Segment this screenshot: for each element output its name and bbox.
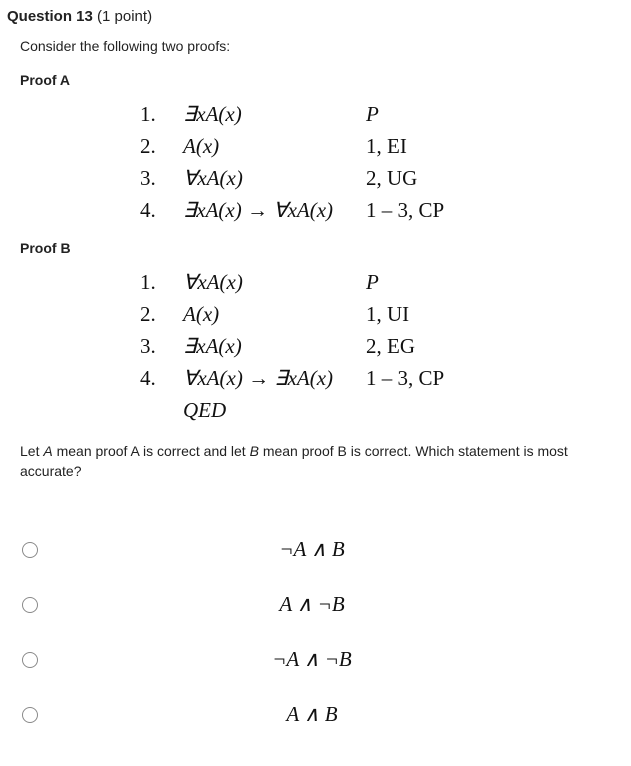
qed-marker: QED xyxy=(183,398,227,422)
justification: P xyxy=(366,102,379,126)
radio-button[interactable] xyxy=(22,652,38,668)
formula: A(x) xyxy=(183,302,220,326)
line-number: 2. xyxy=(140,302,156,326)
proof-b-label: Proof B xyxy=(20,240,71,256)
question-text xyxy=(20,441,600,481)
option-label: A ∧ B xyxy=(286,702,338,726)
formula: ∃xA(x) → ∀xA(x) xyxy=(183,198,334,222)
answer-option[interactable] xyxy=(22,537,582,570)
intro-text: Consider the following two proofs: xyxy=(20,38,231,54)
line-number: 1. xyxy=(140,270,156,294)
formula: ∀xA(x) xyxy=(183,166,243,190)
justification: 1 – 3, CP xyxy=(366,198,445,222)
answer-option[interactable] xyxy=(22,592,582,625)
line-number: 1. xyxy=(140,102,156,126)
question-title: Question 13 xyxy=(7,8,93,25)
justification: P xyxy=(366,270,379,294)
question-header xyxy=(7,8,152,25)
variable-b: B xyxy=(249,443,259,459)
radio-button[interactable] xyxy=(22,597,38,613)
question-part: Let xyxy=(20,443,44,459)
justification: 2, UG xyxy=(366,166,418,190)
formula: ∃xA(x) xyxy=(183,102,242,126)
option-label: ¬A ∧ B xyxy=(279,537,345,561)
variable-a: A xyxy=(43,443,53,459)
justification: 1, EI xyxy=(366,134,407,158)
proof-a-label: Proof A xyxy=(20,72,71,88)
option-label: ¬A ∧ ¬B xyxy=(272,647,352,671)
formula: A(x) xyxy=(183,134,220,158)
formula: ∀xA(x) → ∃xA(x) xyxy=(183,366,334,390)
justification: 2, EG xyxy=(366,334,415,358)
formula: ∃xA(x) xyxy=(183,334,242,358)
line-number: 2. xyxy=(140,134,156,158)
line-number: 3. xyxy=(140,334,156,358)
line-number: 3. xyxy=(140,166,156,190)
option-label: A ∧ ¬B xyxy=(279,592,345,616)
formula: ∀xA(x) xyxy=(183,270,243,294)
question-points: (1 point) xyxy=(97,8,153,25)
question-part: mean proof B is correct. Which statement is most accurate? xyxy=(20,443,568,479)
justification: 1, UI xyxy=(366,302,410,326)
radio-button[interactable] xyxy=(22,707,38,723)
answer-option[interactable] xyxy=(22,702,582,735)
line-number: 4. xyxy=(140,198,156,222)
line-number: 4. xyxy=(140,366,156,390)
justification: 1 – 3, CP xyxy=(366,366,445,390)
radio-button[interactable] xyxy=(22,542,38,558)
question-part: mean proof A is correct and let xyxy=(52,443,250,459)
answer-option[interactable] xyxy=(22,647,582,680)
